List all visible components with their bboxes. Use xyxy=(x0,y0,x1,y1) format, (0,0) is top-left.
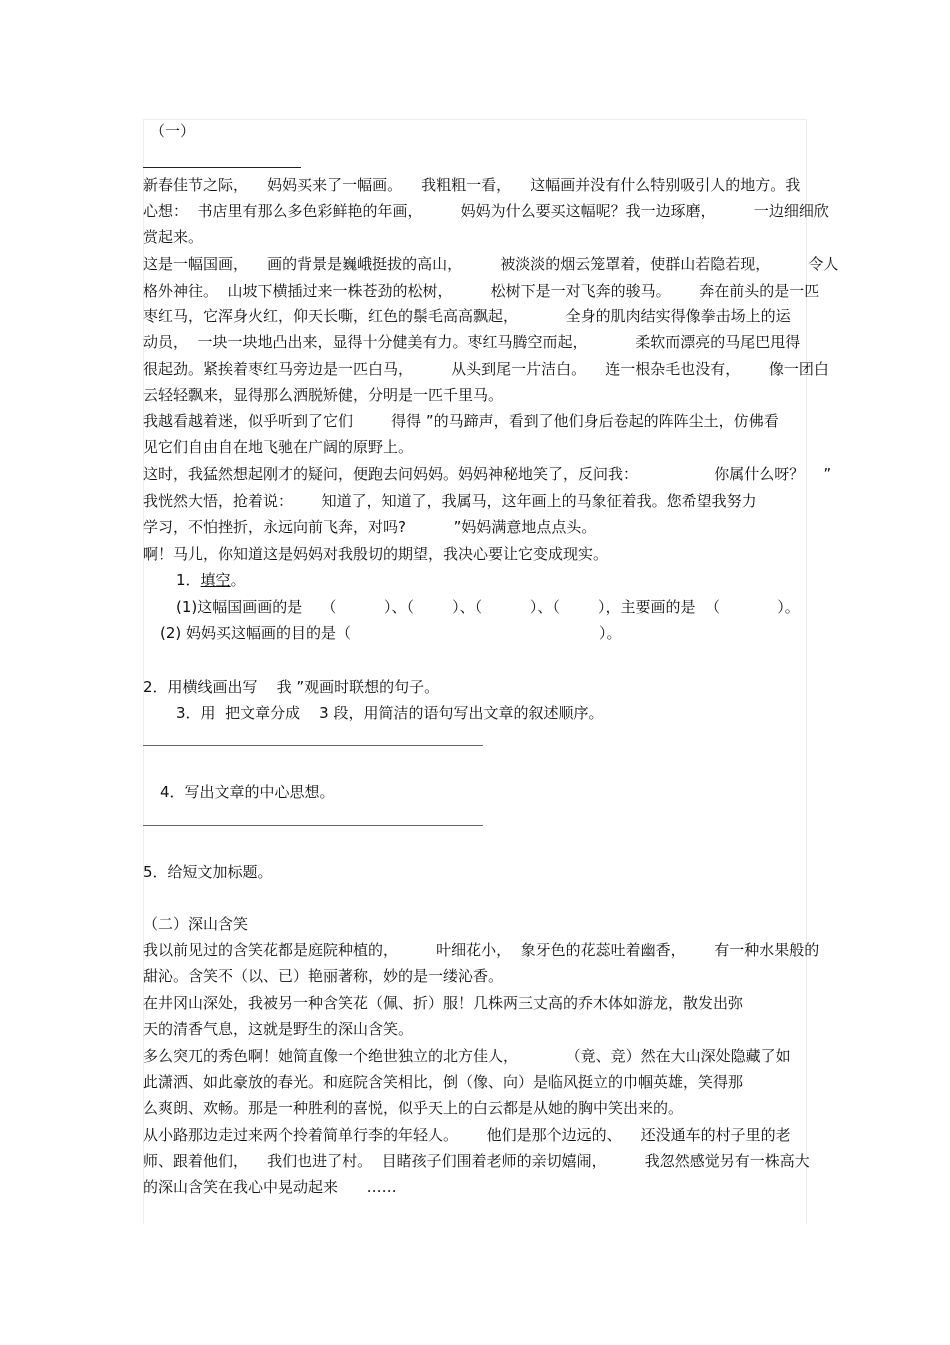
passage1-line: 这是一幅国画， 画的背景是巍峨挺拔的高山， 被淡淡的烟云笼罩着，使群山若隐若现， 令人 xyxy=(143,255,839,273)
passage2-line: 在井冈山深处，我被另一种含笑花（佩、折）服！几株两三丈高的乔木体如游龙，散发出弥 xyxy=(143,994,744,1012)
question-3: 3．用 把文章分成 3 段，用简洁的语句写出文章的叙述顺序。 xyxy=(176,704,604,722)
page-frame-top xyxy=(143,119,807,120)
passage2-line: 的深山含笑在我心中晃动起来 …… xyxy=(143,1178,397,1196)
passage1-line: 云轻轻飘来，显得那么洒脱矫健，分明是一匹千里马。 xyxy=(143,386,504,404)
answer-line-3[interactable] xyxy=(143,745,483,746)
passage1-line: 新春佳节之际， 妈妈买来了一幅画。 我粗粗一看， 这幅画并没有什么特别吸引人的地方。我 xyxy=(143,176,801,194)
passage1-line: 我越看越着迷，似乎听到了它们 得得 ”的马蹄声，看到了他们身后卷起的阵阵尘土，仿佛看 xyxy=(143,412,779,430)
passage2-line: 甜沁。含笑不（以、已）艳丽著称，妙的是一缕沁香。 xyxy=(143,967,504,985)
question-1-suffix: 。 xyxy=(230,571,246,589)
passage1-line: 很起劲。紧挨着枣红马旁边是一匹白马， 从头到尾一片洁白。 连一根杂毛也没有， 像一团白 xyxy=(143,360,829,378)
passage1-line: 枣红马，它浑身火红，仰天长嘶，红色的鬃毛高高飘起， 全身的肌肉结实得像拳击场上的运 xyxy=(143,307,791,325)
question-1-title: 填空 xyxy=(200,571,231,589)
title-blank-line xyxy=(143,167,301,168)
passage2-line: 天的清香气息，这就是野生的深山含笑。 xyxy=(143,1020,414,1038)
passage1-line: 动员， 一块一块地凸出来，显得十分健美有力。枣红马腾空而起， 柔软而漂亮的马尾巴甩得 xyxy=(143,333,801,351)
passage2-line: 么爽朗、欢畅。那是一种胜利的喜悦，似乎天上的白云都是从她的胸中笑出来的。 xyxy=(143,1099,684,1117)
passage2-line: 师、跟着他们， 我们也进了村。 目睹孩子们围着老师的亲切嬉闹， 我忽然感觉另有一株高大 xyxy=(143,1152,810,1170)
passage2-line: 此潇洒、如此豪放的春光。和庭院含笑相比，倒（像、向）是临风挺立的巾帼英雄，笑得那 xyxy=(143,1073,744,1091)
section1-heading: （一） xyxy=(150,122,196,140)
passage2-line: 我以前见过的含笑花都是庭院种植的， 叶细花小， 象牙色的花蕊吐着幽香， 有一种水果般的 xyxy=(143,941,820,959)
question-2: 2．用横线画出写 我 ”观画时联想的句子。 xyxy=(143,678,440,696)
question-1-2: (2) 妈妈买这幅画的目的是（ ）。 xyxy=(160,624,622,642)
passage1-line: 这时，我猛然想起刚才的疑问，便跑去问妈妈。妈妈神秘地笑了，反问我： 你属什么呀？ ” xyxy=(143,465,832,483)
question-5: 5．给短文加标题。 xyxy=(143,863,273,881)
passage2-line: 多么突兀的秀色啊！她简直像一个绝世独立的北方佳人， （竟、竞）然在大山深处隐藏了如 xyxy=(143,1047,791,1065)
passage1-line: 学习，不怕挫折，永远向前飞奔，对吗? ”妈妈满意地点点头。 xyxy=(143,518,597,536)
passage1-line: 见它们自由自在地飞驰在广阔的原野上。 xyxy=(143,438,414,456)
passage1-line: 啊！马儿，你知道这是妈妈对我殷切的期望，我决心要让它变成现实。 xyxy=(143,545,609,563)
passage2-line: 从小路那边走过来两个拎着简单行李的年轻人。 他们是那个边远的、 还没通车的村子里的老 xyxy=(143,1126,791,1144)
question-1-label xyxy=(176,570,246,590)
passage1-line: 心想： 书店里有那么多色彩鲜艳的年画， 妈妈为什么要买这幅呢？我一边琢磨， 一边细细欣 xyxy=(143,202,829,220)
question-1-1: (1)这幅国画画的是 （ ）、（ ）、（ ）、（ ），主要画的是 （ ）。 xyxy=(176,598,800,616)
answer-line-4[interactable] xyxy=(143,825,483,826)
passage1-line: 格外神往。 山坡下横插过来一株苍劲的松树， 松树下是一对飞奔的骏马。 奔在前头的是一匹 xyxy=(143,282,820,300)
passage1-line: 赏起来。 xyxy=(143,228,204,246)
passage1-line: 我恍然大悟，抢着说： 知道了，知道了，我属马，这年画上的马象征着我。您希望我努力 xyxy=(143,492,757,510)
question-1-number: 1． xyxy=(176,571,201,589)
question-4: 4．写出文章的中心思想。 xyxy=(160,783,335,801)
section2-heading: （二）深山含笑 xyxy=(143,915,249,933)
